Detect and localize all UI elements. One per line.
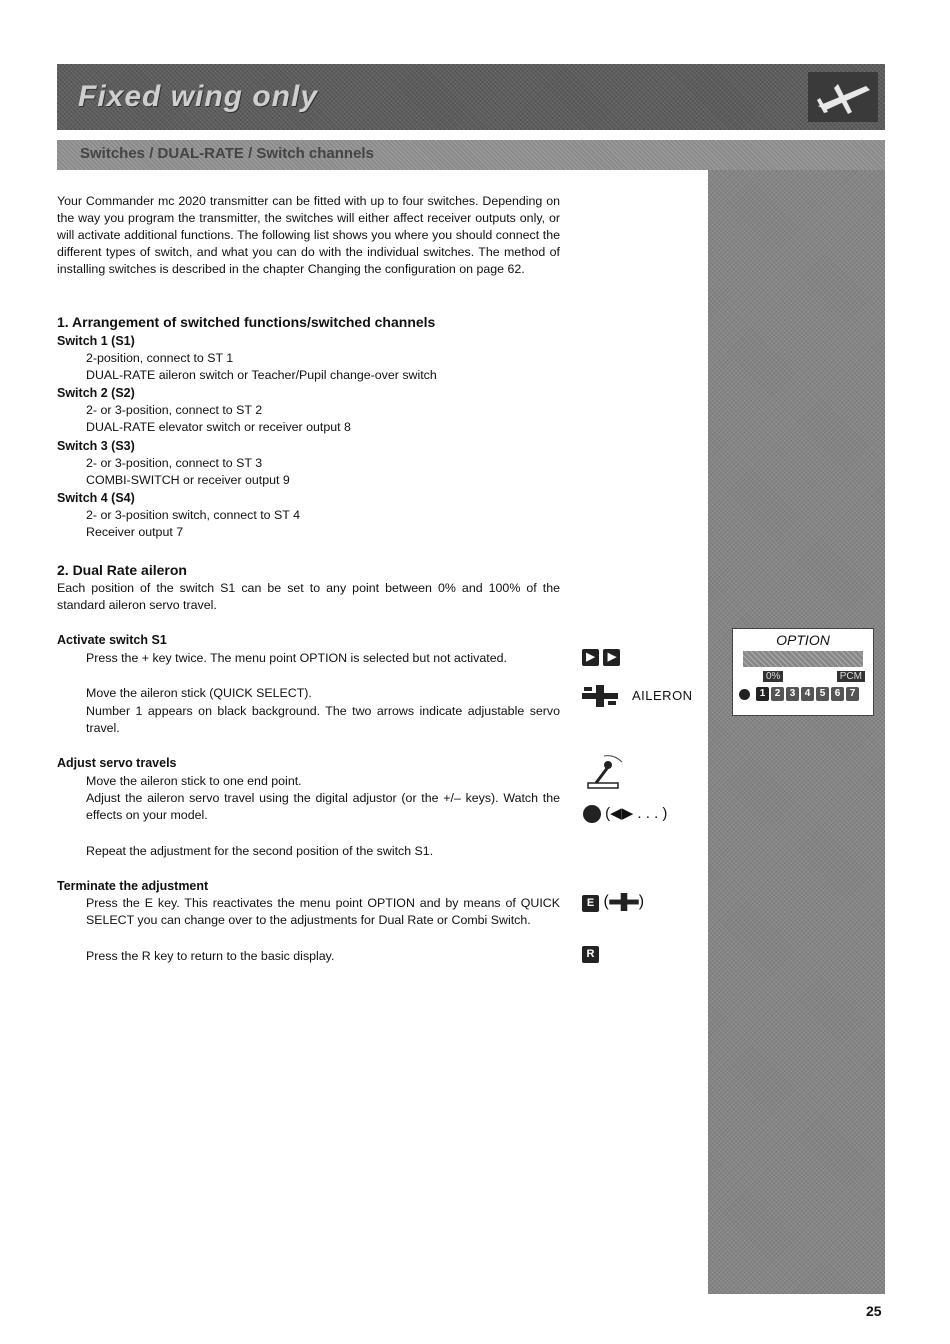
adjust-text-2: Adjust the aileron servo travel using the digital adjustor (or the +/– keys). Watch the effects on your model. xyxy=(86,791,560,822)
section1-title: 1. Arrangement of switched functions/switched channels xyxy=(57,314,436,330)
lcd-digit: 4 xyxy=(801,687,814,701)
intro-paragraph: Your Commander mc 2020 transmitter can be fitted with up to four switches. Depending on the way you program the transmitter, the switches will either affect receiver outputs only, or will activate additional functions. The following list shows you where you should connect the different types of switch, and what you can do with the individual switches. The method of installing switches is described in the chapter Changing the configuration on page 62. xyxy=(57,194,560,276)
lcd-digits xyxy=(739,687,873,701)
lcd-indicator-icon xyxy=(739,689,750,700)
e-key-group: E ( ) xyxy=(582,893,644,912)
stick-icon xyxy=(609,893,639,911)
section2-text: Each position of the switch S1 can be set to any point between 0% and 100% of the standard aileron servo travel. xyxy=(57,581,560,612)
e-key-icon: E xyxy=(582,895,599,912)
page-number: 25 xyxy=(866,1303,882,1319)
switch3-heading: Switch 3 (S3) xyxy=(57,439,135,453)
lcd-percent: 0% xyxy=(763,671,783,682)
side-column xyxy=(708,170,885,1294)
section-banner: Switches / DUAL-RATE / Switch channels xyxy=(80,145,374,162)
activate-heading: Activate switch S1 xyxy=(57,633,167,647)
lcd-digit: 5 xyxy=(816,687,829,701)
switch4-heading: Switch 4 (S4) xyxy=(57,491,135,505)
switch4-line2: Receiver output 7 xyxy=(86,525,184,539)
activate-text-1: Press the + key twice. The menu point OPTION is selected but not activated. xyxy=(86,651,507,665)
terminate-text-2: Press the R key to return to the basic display. xyxy=(86,949,335,963)
lcd-display xyxy=(732,628,874,716)
switch2-line1: 2- or 3-position, connect to ST 2 xyxy=(86,403,263,417)
section2-title: 2. Dual Rate aileron xyxy=(57,562,187,578)
switch1-line1: 2-position, connect to ST 1 xyxy=(86,351,234,365)
switch2-heading: Switch 2 (S2) xyxy=(57,386,135,400)
stick-icon xyxy=(582,685,618,712)
switch2-line2: DUAL-RATE elevator switch or receiver output 8 xyxy=(86,420,351,434)
aileron-label: AILERON xyxy=(632,688,693,703)
airplane-icon xyxy=(808,72,878,122)
switch3-line1: 2- or 3-position, connect to ST 3 xyxy=(86,456,263,470)
lcd-digit: 2 xyxy=(771,687,784,701)
r-key-icon: R xyxy=(582,946,599,963)
adjustor-knob-icon xyxy=(583,805,601,823)
lcd-title: OPTION xyxy=(776,632,830,648)
stick-hand-icon xyxy=(584,752,624,797)
switch4-line1: 2- or 3-position switch, connect to ST 4 xyxy=(86,508,300,522)
adjust-text-1: Move the aileron stick to one end point. xyxy=(86,774,302,788)
lcd-bar xyxy=(743,651,863,667)
lcd-mode: PCM xyxy=(837,671,865,682)
lcd-digit: 1 xyxy=(756,687,769,701)
terminate-heading: Terminate the adjustment xyxy=(57,879,209,893)
switch1-heading: Switch 1 (S1) xyxy=(57,334,135,348)
page-title: Fixed wing only xyxy=(78,80,319,113)
repeat-text: Repeat the adjustment for the second position of the switch S1. xyxy=(86,844,434,858)
lcd-digit: 3 xyxy=(786,687,799,701)
activate-text-3: Number 1 appears on black background. The two arrows indicate adjustable servo travel. xyxy=(86,704,560,735)
right-arrow-key-icon: ▶ xyxy=(582,649,599,666)
adjust-heading: Adjust servo travels xyxy=(57,756,177,770)
lcd-digit: 6 xyxy=(831,687,844,701)
r-key-group xyxy=(582,944,599,963)
adjust-icons xyxy=(583,804,667,823)
plus-keys xyxy=(582,647,620,666)
right-arrow-key-icon: ▶ xyxy=(603,649,620,666)
switch3-line2: COMBI-SWITCH or receiver output 9 xyxy=(86,473,290,487)
activate-text-2: Move the aileron stick (QUICK SELECT). xyxy=(86,686,312,700)
lcd-digit: 7 xyxy=(846,687,859,701)
terminate-text-1: Press the E key. This reactivates the menu point OPTION and by means of QUICK SELECT you can change over to the adjustments for Dual Rate or Combi Switch. xyxy=(86,896,560,927)
adjust-keys-label: (◀▶ . . . ) xyxy=(605,805,668,822)
switch1-line2: DUAL-RATE aileron switch or Teacher/Pupil change-over switch xyxy=(86,368,437,382)
